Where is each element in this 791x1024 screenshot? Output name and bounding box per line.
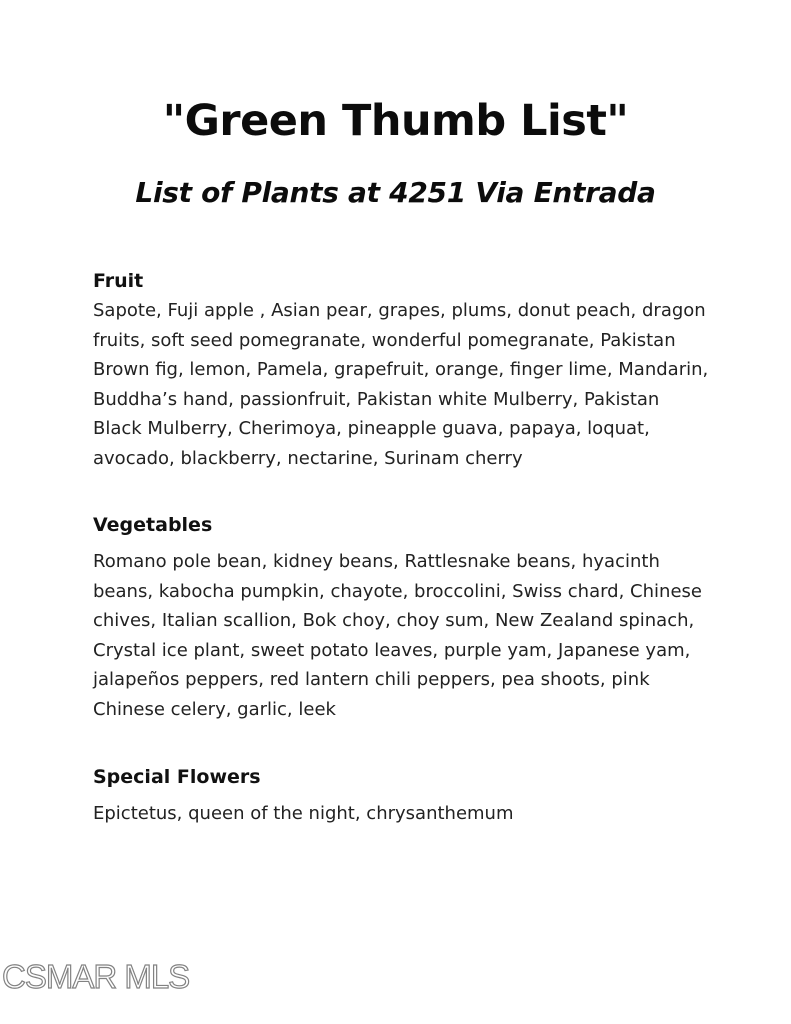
section-body: Romano pole bean, kidney beans, Rattlesnake beans, hyacinth beans, kabocha pumpkin, chayote, broccolini, Swiss chard, Chinese chives, Italian scallion, Bok choy, choy sum, New Zealand spinach, Crystal ice plant, sweet potato leaves, purple yam, Japanese yam, jalapeños peppers, red lantern chili peppers, pea shoots, pink Chinese celery, garlic, leek [93,551,702,720]
section-vegetables [93,514,713,724]
section-heading: Vegetables [93,514,213,536]
section-heading: Special Flowers [93,766,261,788]
section-fruit [93,270,713,473]
section-body: Epictetus, queen of the night, chrysanthemum [93,803,514,824]
section-body: Sapote, Fuji apple , Asian pear, grapes, plums, donut peach, dragon fruits, soft seed pomegranate, wonderful pomegranate, Pakistan Brown fig, lemon, Pamela, grapefruit, orange, finger lime, Mandarin, Buddha’s hand, passionfruit, Pakistan white Mulberry, Pakistan Black Mulberry, Cherimoya, pineapple guava, papaya, loquat, avocado, blackberry, nectarine, Surinam cherry [93,300,709,469]
document-subtitle: List of Plants at 4251 Via Entrada [135,176,656,209]
mls-watermark: CSMAR MLS [2,958,190,995]
section-heading: Fruit [93,270,144,292]
section-special-flowers [93,766,713,829]
document-title: "Green Thumb List" [162,96,629,146]
